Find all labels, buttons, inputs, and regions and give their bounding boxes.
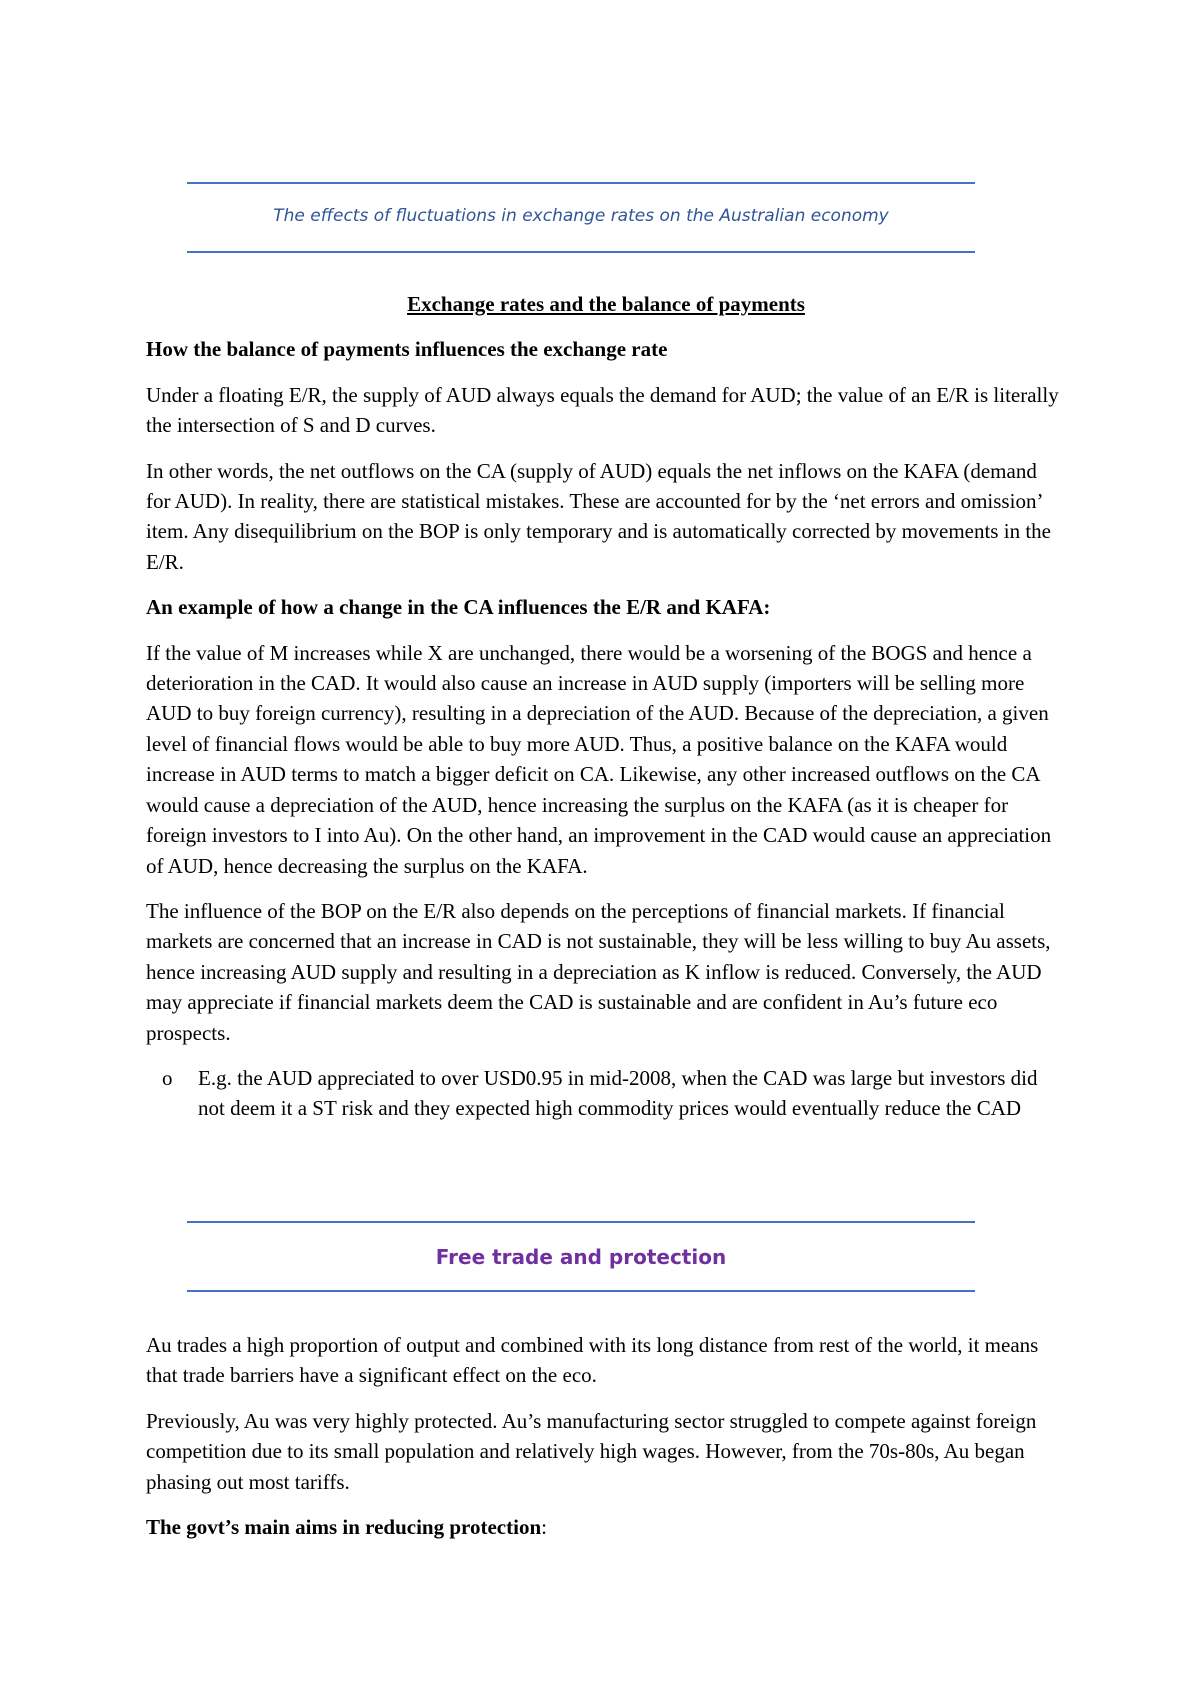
govt-aims-label: The govt’s main aims in reducing protection xyxy=(146,1515,542,1540)
bullet-text: E.g. the AUD appreciated to over USD0.95 in mid-2008, when the CAD was large but investors did not deem it a ST risk and they expected high commodity prices would eventually reduce the CAD xyxy=(198,1065,1038,1121)
govt-aims-colon: : xyxy=(541,1515,547,1540)
paragraph-previously-protected: Previously, Au was very highly protected. Au’s manufacturing sector struggled to compete against foreign competition due to its small population and relatively high wages. However, from the 70s-80s, Au began phasing out most tariffs. xyxy=(146,1408,1037,1494)
heading-top-rule xyxy=(187,182,975,184)
section-heading-exchange-rates: The effects of fluctuations in exchange rates on the Australian economy xyxy=(273,206,889,226)
paragraph-imports-increase: If the value of M increases while X are unchanged, there would be a worsening of the BOGS and hence a deterioration in the CAD. It would also cause an increase in AUD supply (importers will be selling more AUD to buy foreign currency), resulting in a depreciation of the AUD. Because of the depreciation, a given level of financial flows would be able to buy more AUD. Thus, a positive balance on the KAFA would increase in AUD terms to match a bigger deficit on CA. Likewise, any other increased outflows on the CA would cause a depreciation of the AUD, hence increasing the surplus on the KAFA (as it is cheaper for foreign investors to I into Au). On the other hand, an improvement in the CAD would cause an appreciation of AUD, hence decreasing the surplus on the KAFA. xyxy=(146,640,1052,878)
section-heading-free-trade: Free trade and protection xyxy=(435,1245,727,1269)
paragraph-floating-er: Under a floating E/R, the supply of AUD always equals the demand for AUD; the value of an E/R is literally the intersection of S and D curves. xyxy=(146,382,1059,438)
heading2-top-rule xyxy=(187,1221,975,1223)
bullet-marker: o xyxy=(162,1065,173,1090)
paragraph-au-trades: Au trades a high proportion of output and combined with its long distance from rest of the world, it means that trade barriers have a significant effect on the eco. xyxy=(146,1333,1039,1388)
paragraph-net-outflows: In other words, the net outflows on the CA (supply of AUD) equals the net inflows on the KAFA (demand for AUD). In reality, there are statistical mistakes. These are accounted for by the ‘net errors and omission’ item. Any disequilibrium on the BOP is only temporary and is automatically corrected by movements in the E/R. xyxy=(146,458,1051,574)
paragraph-financial-markets: The influence of the BOP on the E/R also depends on the perceptions of financial markets. If financial markets are concerned that an increase in CAD is not sustainable, they will be less willing to buy Au assets, hence increasing AUD supply and resulting in a depreciation as K inflow is reduced. Conversely, the AUD may appreciate if financial markets deem the CAD is sustainable and are confident in Au’s future eco prospects. xyxy=(146,898,1051,1045)
subheading-exchange-rates-bop: Exchange rates and the balance of payments xyxy=(407,292,805,316)
question-ca-example: An example of how a change in the CA influences the E/R and KAFA: xyxy=(146,595,771,620)
question-bop-influence: How the balance of payments influences the exchange rate xyxy=(146,337,668,362)
section1-body xyxy=(146,289,1066,1124)
heading-bottom-rule xyxy=(187,251,975,253)
bullet-item-aud-2008 xyxy=(146,1063,1066,1124)
heading2-bottom-rule xyxy=(187,1290,975,1292)
section2-body xyxy=(146,1330,1066,1557)
question-govt-aims xyxy=(146,1512,1066,1542)
